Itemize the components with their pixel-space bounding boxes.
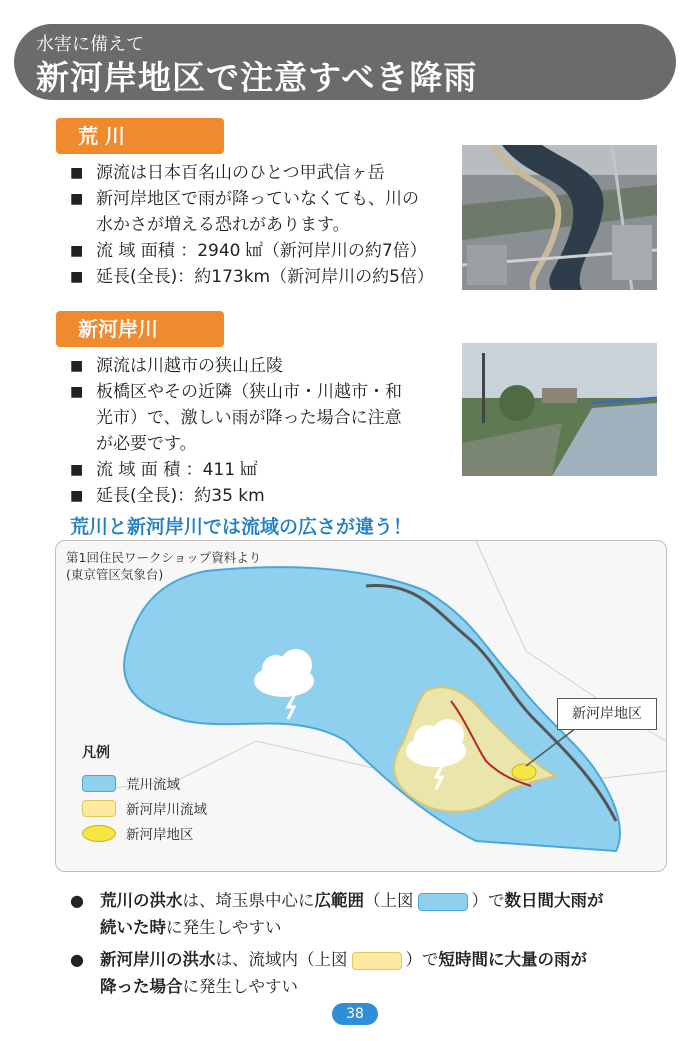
shingashi-flood-note: ● 新河岸川の洪水は、流域内（上図 ）で短時間に大量の雨が 降った場合に発生しやすい	[70, 950, 587, 996]
arakawa-bullets	[70, 160, 460, 290]
legend-item: 荒川流域	[82, 773, 180, 793]
shingashi-bullets	[70, 353, 460, 509]
legend-item: 新河岸地区	[82, 823, 194, 843]
shingashi-district-marker	[512, 764, 536, 780]
list-item: ■ 流 域 面積 ：2940 ㎢（新河岸川の約7倍）	[70, 238, 460, 264]
list-item: ■ 源流は川越市の狭山丘陵	[70, 353, 460, 379]
list-item: ■ 延長(全長)：約35 km	[70, 483, 460, 509]
legend-title: 凡例	[82, 745, 110, 761]
page-number: 38	[332, 1003, 378, 1025]
map-source: 第1回住民ワークショップ資料より (東京管区気象台)	[66, 550, 262, 582]
arakawa-aerial-photo	[462, 145, 657, 290]
list-item: ■ 流 域 面 積 ：411 ㎢	[70, 457, 460, 483]
list-item: ■ 源流は日本百名山のひとつ甲武信ヶ岳	[70, 160, 460, 186]
shingashi-river-photo	[462, 343, 657, 476]
list-item: ■ 新河岸地区で雨が降っていなくても、川の 水かさが増える恐れがあります。	[70, 186, 460, 238]
page-title: 新河岸地区で注意すべき降雨	[36, 58, 478, 97]
arakawa-label: 荒 川	[56, 118, 224, 154]
legend-item: 新河岸川流域	[82, 798, 207, 818]
comparison-heading: 荒川と新河岸川では流域の広さが違う！	[70, 516, 413, 538]
shingashi-district-callout: 新河岸地区	[557, 698, 657, 730]
arakawa-basin-swatch	[418, 893, 468, 911]
shingashi-basin-swatch	[352, 952, 402, 970]
arakawa-flood-note: ● 荒川の洪水は、埼玉県中心に広範囲（上図 ）で数日間大雨が 続いた時に発生しやすい	[70, 891, 604, 937]
list-item: ■ 延長(全長)：約173km（新河岸川の約5倍）	[70, 264, 460, 290]
shingashi-label: 新河岸川	[56, 311, 224, 347]
list-item: ■ 板橋区やその近隣（狭山市・川越市・和 光市）で、激しい雨が降った場合に注意 が必要です。	[70, 379, 460, 457]
basin-map	[55, 540, 667, 872]
page-subtitle: 水害に備えて	[36, 34, 144, 55]
